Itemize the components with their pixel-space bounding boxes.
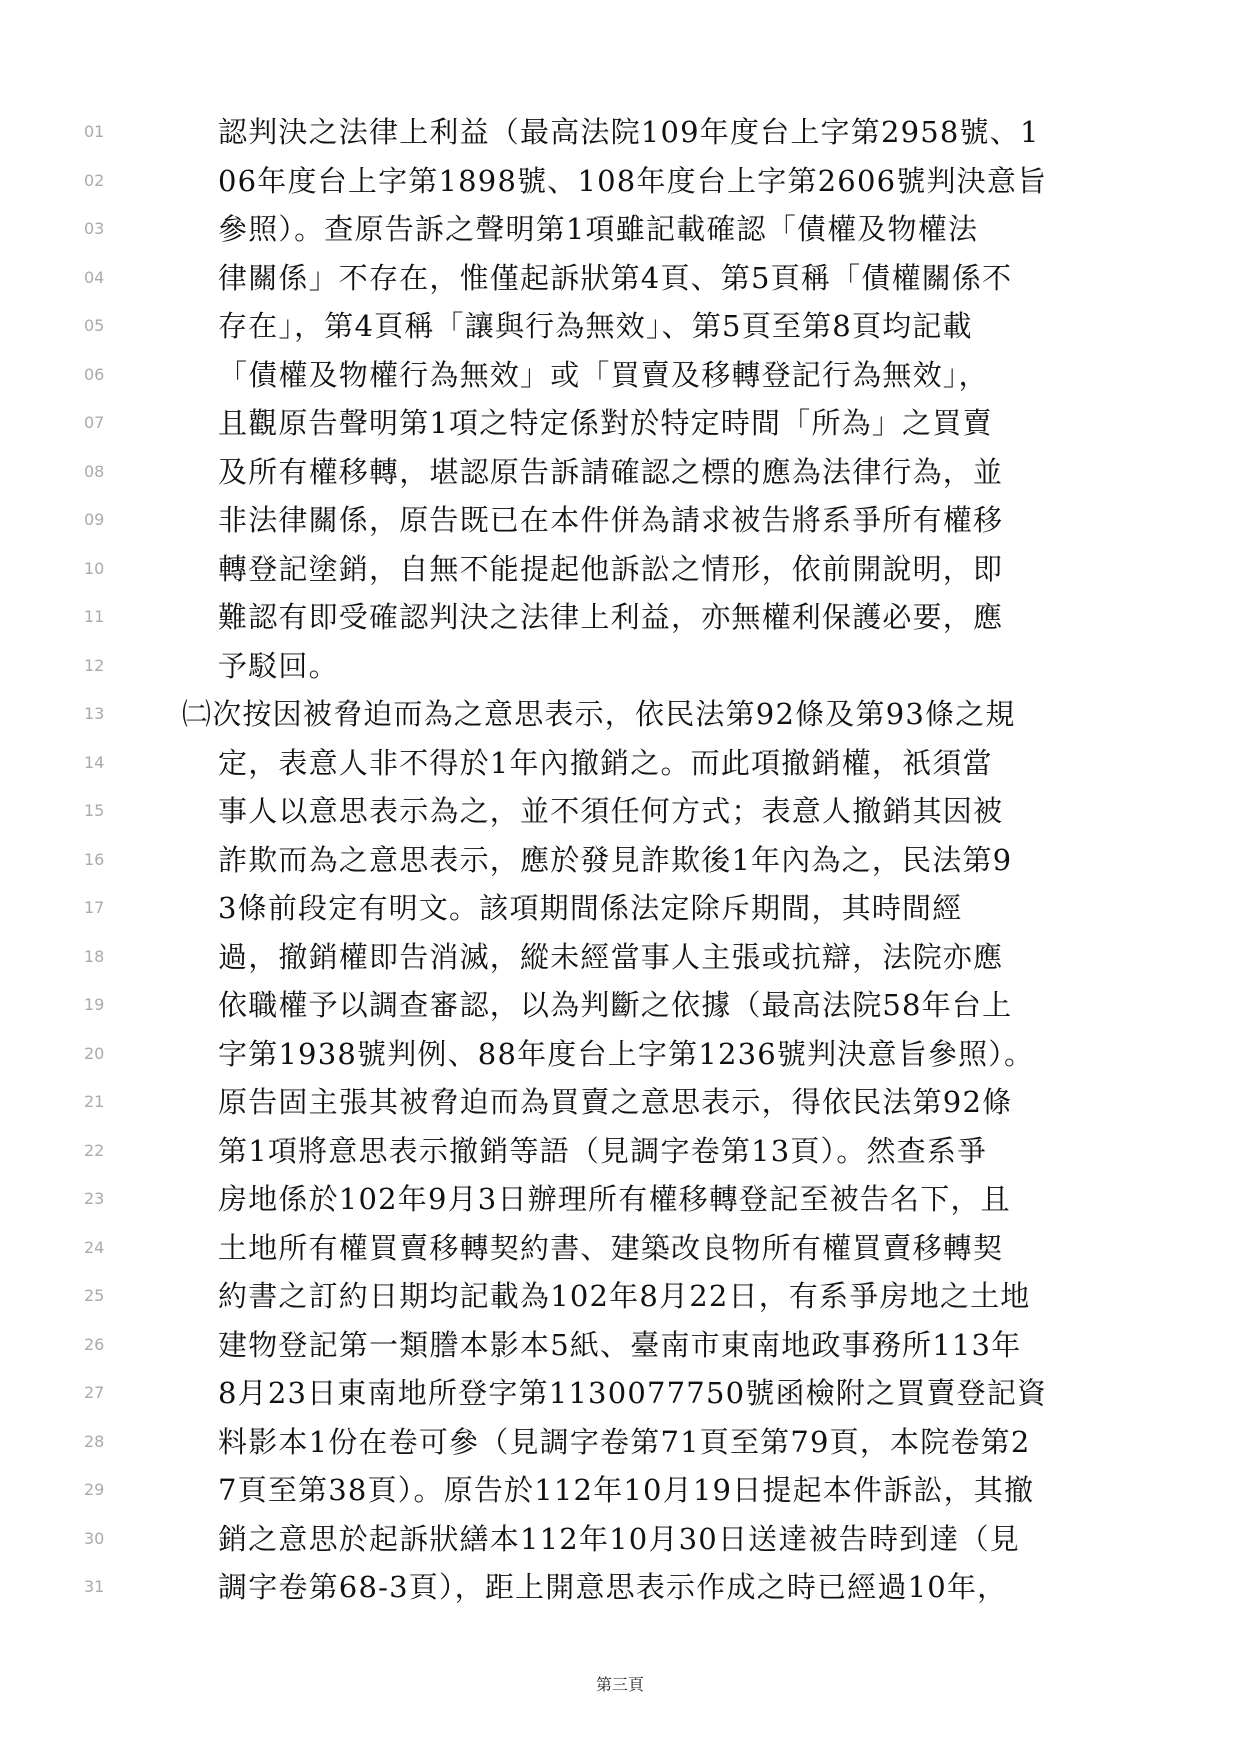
line-text: 第1項將意思表示撤銷等語（見調字卷第13頁）。然查系爭 xyxy=(218,1133,988,1168)
line-number: 31 xyxy=(84,1577,105,1596)
document-line xyxy=(0,110,1240,159)
line-text: 3條前段定有明文。該項期間係法定除斥期間，其時間經 xyxy=(218,891,963,925)
line-number: 20 xyxy=(84,1043,105,1063)
document-line xyxy=(0,401,1240,450)
line-text: 認判決之法律上利益（最高法院109年度台上字第2958號、1 xyxy=(218,115,1040,149)
document-line xyxy=(0,304,1240,353)
line-number: 25 xyxy=(84,1286,105,1305)
line-number: 01 xyxy=(84,122,105,141)
document-line xyxy=(0,838,1240,887)
document-line xyxy=(0,1032,1240,1081)
line-number: 15 xyxy=(84,801,105,820)
document-line xyxy=(0,935,1240,984)
line-text: 「債權及物權行為無效」或「買賣及移轉登記行為無效」， xyxy=(218,357,989,392)
document-body xyxy=(0,110,1240,1614)
line-text: 土地所有權買賣移轉契約書、建築改良物所有權買賣移轉契 xyxy=(218,1230,1004,1265)
line-text: 轉登記塗銷，自無不能提起他訴訟之情形，依前開說明，即 xyxy=(218,551,1004,586)
line-text: 8月23日東南地所登字第1130077750號函檢附之買賣登記資 xyxy=(218,1376,1048,1410)
document-line xyxy=(0,547,1240,596)
line-text: 難認有即受確認判決之法律上利益，亦無權利保護必要，應 xyxy=(218,600,1004,634)
document-line xyxy=(0,1323,1240,1372)
line-number: 29 xyxy=(84,1480,105,1499)
line-number: 21 xyxy=(84,1092,105,1111)
document-line xyxy=(0,1468,1240,1517)
line-text: 事人以意思表示為之，並不須任何方式；表意人撤銷其因被 xyxy=(218,794,1004,828)
page-footer: 第三頁 xyxy=(595,1675,644,1694)
line-number: 13 xyxy=(84,704,105,723)
document-line xyxy=(0,1371,1240,1420)
document-line xyxy=(0,692,1240,741)
document-line xyxy=(0,159,1240,208)
line-text: 調字卷第68-3頁），距上開意思表示作成之時已經過10年， xyxy=(218,1570,1008,1604)
document-line xyxy=(0,886,1240,935)
line-text: 存在」，第4頁稱「讓與行為無效」、第5頁至第8頁均記載 xyxy=(218,309,973,343)
document-line xyxy=(0,1517,1240,1566)
line-number: 30 xyxy=(84,1528,105,1548)
line-text: 及所有權移轉，堪認原告訴請確認之標的應為法律行為，並 xyxy=(218,454,1004,489)
line-number: 16 xyxy=(84,849,105,869)
line-number: 03 xyxy=(84,219,105,238)
line-number: 09 xyxy=(84,510,105,529)
line-text: 過，撤銷權即告消滅，縱未經當事人主張或抗辯，法院亦應 xyxy=(218,939,1004,974)
document-line xyxy=(0,983,1240,1032)
line-number: 26 xyxy=(84,1334,105,1354)
document-line xyxy=(0,1177,1240,1226)
line-text: 銷之意思於起訴狀繕本112年10月30日送達被告時到達（見 xyxy=(218,1521,1020,1556)
line-number: 02 xyxy=(84,170,105,190)
line-number: 24 xyxy=(84,1237,105,1257)
document-line xyxy=(0,1080,1240,1129)
document-line xyxy=(0,1274,1240,1323)
line-number: 04 xyxy=(84,267,105,287)
document-line xyxy=(0,207,1240,256)
line-text: ㈡次按因被脅迫而為之意思表示，依民法第92條及第93條之規 xyxy=(182,697,1016,731)
line-number: 19 xyxy=(84,995,105,1014)
line-number: 28 xyxy=(84,1431,105,1451)
line-number: 07 xyxy=(84,413,105,432)
line-number: 05 xyxy=(84,316,105,335)
line-text: 06年度台上字第1898號、108年度台上字第2606號判決意旨 xyxy=(218,163,1048,198)
line-text: 料影本1份在卷可參（見調字卷第71頁至第79頁，本院卷第2 xyxy=(218,1424,1031,1459)
line-number: 08 xyxy=(84,461,105,481)
document-line xyxy=(0,498,1240,547)
line-text: 字第1938號判例、88年度台上字第1236號判決意旨參照）。 xyxy=(218,1036,1035,1071)
line-number: 27 xyxy=(84,1383,105,1402)
document-line xyxy=(0,256,1240,305)
line-text: 參照）。查原告訴之聲明第1項雖記載確認「債權及物權法 xyxy=(218,212,979,246)
line-number: 17 xyxy=(84,898,105,917)
line-number: 12 xyxy=(84,655,105,675)
line-text: 定，表意人非不得於1年內撤銷之。而此項撤銷權，祇須當 xyxy=(218,745,993,780)
line-text: 予駁回。 xyxy=(218,648,339,683)
line-text: 非法律關係，原告既已在本件併為請求被告將系爭所有權移 xyxy=(218,503,1004,537)
line-text: 7頁至第38頁）。原告於112年10月19日提起本件訴訟，其撤 xyxy=(218,1473,1035,1507)
line-number: 23 xyxy=(84,1189,105,1208)
document-line xyxy=(0,1226,1240,1275)
line-number: 14 xyxy=(84,752,105,772)
line-text: 約書之訂約日期均記載為102年8月22日，有系爭房地之土地 xyxy=(218,1279,1031,1313)
document-line xyxy=(0,741,1240,790)
document-line xyxy=(0,1420,1240,1469)
line-number: 18 xyxy=(84,946,105,966)
document-line xyxy=(0,353,1240,402)
line-text: 且觀原告聲明第1項之特定係對於特定時間「所為」之買賣 xyxy=(218,406,993,440)
document-line xyxy=(0,1129,1240,1178)
line-number: 22 xyxy=(84,1140,105,1160)
line-text: 依職權予以調查審認，以為判斷之依據（最高法院58年台上 xyxy=(218,988,1013,1022)
line-text: 建物登記第一類謄本影本5紙、臺南市東南地政事務所113年 xyxy=(218,1327,1022,1362)
line-number: 06 xyxy=(84,364,105,384)
document-line xyxy=(0,789,1240,838)
document-line xyxy=(0,450,1240,499)
line-number: 11 xyxy=(84,607,105,626)
line-text: 律關係」不存在，惟僅起訴狀第4頁、第5頁稱「債權關係不 xyxy=(218,260,1013,295)
line-text: 房地係於102年9月3日辦理所有權移轉登記至被告名下，且 xyxy=(218,1182,1011,1216)
document-line xyxy=(0,644,1240,693)
line-text: 原告固主張其被脅迫而為買賣之意思表示，得依民法第92條 xyxy=(218,1085,1013,1119)
line-text: 詐欺而為之意思表示，應於發見詐欺後1年內為之，民法第9 xyxy=(218,842,1013,877)
line-number: 10 xyxy=(84,558,105,578)
document-line xyxy=(0,595,1240,644)
document-line xyxy=(0,1565,1240,1614)
